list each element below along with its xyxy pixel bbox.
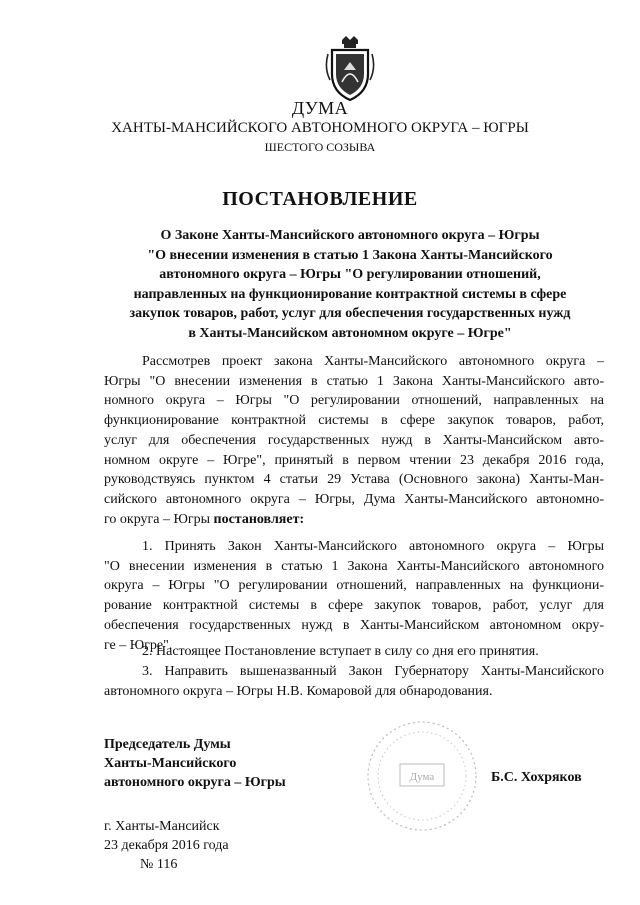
item-1-paragraph [104, 537, 604, 655]
text-line: номном округе – Югре", принятый в первом чтении 23 декабря 2016 года, [104, 452, 604, 468]
position-line: Председатель Думы [104, 737, 231, 752]
text-line: 3. Направить вышеназванный Закон Губернатору Ханты-Мансийского [142, 664, 604, 679]
text-line: номного округа – Югры "О регулировании отношений, направленных на [104, 393, 604, 409]
text-line: рование контрактной системы в сфере закупок товаров, работ, услуг для [104, 598, 604, 614]
organization-name: ДУМА [291, 98, 349, 118]
subject-line: направленных на функционирование контрактной системы в сфере [133, 286, 567, 302]
coat-of-arms-icon [324, 34, 376, 104]
text-line: Рассмотрев проект закона Ханты-Мансийского автономного округа – [142, 354, 604, 369]
place: г. Ханты-Мансийск [104, 819, 220, 834]
decides-word: постановляет: [213, 511, 305, 527]
text-line: ге – Югре". [104, 637, 173, 653]
convocation: ШЕСТОГО СОЗЫВА [264, 140, 376, 154]
text-line: 2. Настоящее Постановление вступает в силу со дня его принятия. [142, 644, 539, 659]
signatory-name: Б.С. Хохряков [491, 770, 582, 785]
text-line: услуг для обеспечения государственных нужд в Ханты-Мансийском авто- [104, 432, 604, 448]
text-line: обеспечения государственных нужд в Ханты-Мансийском автономном окру- [104, 617, 604, 633]
text-line: 1. Принять Закон Ханты-Мансийского автономного округа – Югры [142, 539, 604, 554]
text-line: сийского автономного округа – Югры, Дума Ханты-Мансийского автономно- [104, 491, 604, 507]
subject-line: в Ханты-Мансийском автономном округе – Югре" [188, 325, 512, 341]
text-line: руководствуясь пунктом 4 статьи 29 Устава (Основного закона) Ханты-Ман- [104, 472, 604, 488]
okrug-name: ХАНТЫ-МАНСИЙСКОГО АВТОНОМНОГО ОКРУГА – ЮГРЫ [111, 120, 529, 136]
item-3-paragraph [104, 662, 604, 701]
date: 23 декабря 2016 года [104, 838, 229, 853]
subject-line: О Законе Ханты-Мансийского автономного округа – Югры [160, 228, 540, 243]
preamble-tail: го округа – Югры [104, 511, 214, 527]
subject-line: закупок товаров, работ, услуг для обеспечения государственных нужд [129, 306, 571, 321]
preamble-paragraph [104, 352, 604, 529]
text-line: автономного округа – Югры Н.В. Комаровой для обнародования. [104, 683, 493, 699]
position-line: Ханты-Мансийского [104, 756, 237, 771]
document-title: ПОСТАНОВЛЕНИЕ [222, 188, 418, 210]
text-line: Югры "О внесении изменения в статью 1 Закона Ханты-Мансийского авто- [104, 373, 604, 389]
official-seal-stamp [362, 716, 482, 836]
text-line: "О внесении изменения в статью 1 Закона Ханты-Мансийского автономного [104, 558, 604, 574]
position-line: автономного округа – Югры [104, 775, 286, 790]
place-date-number [104, 817, 229, 874]
subject-line: "О внесении изменения в статью 1 Закона Ханты-Мансийского [147, 247, 553, 263]
document-subject [60, 226, 640, 343]
subject-line: автономного округа – Югры "О регулировании отношений, [159, 267, 541, 282]
text-line: округа – Югры "О регулировании отношений, направленных на функциони- [104, 578, 604, 594]
document-number: № 116 [140, 857, 178, 872]
text-line: функционирование контрактной системы в сфере закупок товаров, работ, [104, 413, 604, 429]
signatory-position [104, 735, 286, 792]
text-line [104, 510, 604, 530]
item-2-paragraph [104, 642, 604, 662]
stamp-text: Дума [409, 771, 435, 783]
